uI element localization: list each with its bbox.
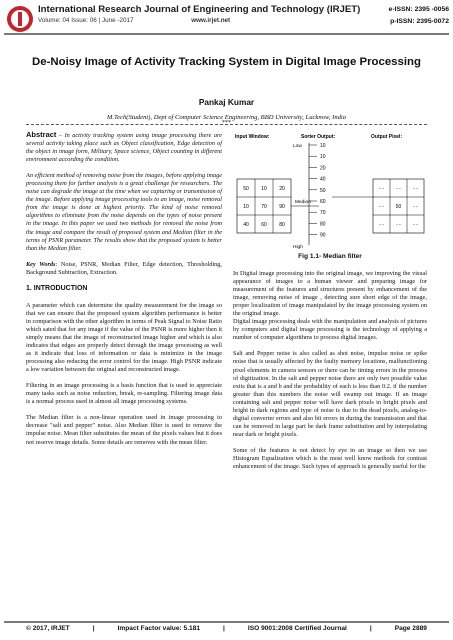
fig-input-cell: 40 — [243, 222, 249, 228]
right-para-2: Digital image processing deals with the manipulation and analysis of pictures by computers and digital image processing is the technology of applying a number of computer algorithms to process digital images. — [233, 318, 427, 342]
abstract-dash: – — [56, 132, 65, 139]
fig-input-cell: 50 — [243, 186, 249, 192]
footer-separator: | — [369, 625, 372, 632]
footer-separator: | — [92, 625, 95, 632]
fig-sorter-value: 20 — [320, 165, 326, 172]
fig-input-cell: 10 — [261, 186, 267, 192]
right-para-3: Salt and Pepper noise is also called as shot noise, impulse noise or spike noise that is usually affected by the faulty memory locations, malfunctioning pixel elements in camera sensors or there can be timing errors in the process of digitization. In the salt and pepper noise there are only two possible value exits that is a and b and the probability of each is less than 0.2. if the number greater than this numbers the noise will swamp out image. If an image containing salt and pepper noise will have dark pixels in bright pixels and bright in dark regions and type of noise is due to the dead pixels, analog-to-digital converter errors and also bit errors in during the transmission and that can be removed in large part be dark frame substitution and by interpolating near dark or bright pixels. — [233, 350, 427, 438]
header-rule — [4, 33, 449, 35]
right-para-1: In Digital image processing into the original image, we improving the visual appearance of images to a human viewer and preparing image for measurement of the features and structures present by enhancement of the image, removing noise of image , detecting sure short edge of the image, proper localization of image manipulated by the image processing system on the original image. — [233, 270, 427, 318]
keywords — [26, 261, 222, 277]
fig-output-grid — [373, 179, 424, 233]
footer-impact-factor: Impact Factor value: 5.181 — [117, 625, 201, 632]
fig-input-cell: 60 — [261, 222, 267, 228]
section-heading-introduction: 1. INTRODUCTION — [26, 284, 88, 292]
fig-output-dots: - - — [379, 222, 384, 228]
fig-input-cell: 90 — [279, 204, 285, 210]
keywords-label: Key Words — [26, 260, 56, 268]
right-para-4: Some of the features is not detect by eye in an image so then we use Histogram Equalization which is the most well know methods for contrast enhancement of the image. Such types of approach is generally useful for the — [233, 446, 427, 471]
footer-copyright: © 2017, IRJET — [26, 625, 70, 632]
fig-input-grid — [237, 179, 291, 233]
fig-sorter-column — [293, 143, 326, 250]
fig-sorter-value: 70 — [320, 210, 326, 217]
right-column — [233, 270, 427, 479]
fig-input-cell: 10 — [243, 204, 249, 210]
website-link[interactable]: www.irjet.net — [191, 17, 231, 24]
fig-sorter-value: 60 — [320, 199, 326, 205]
fig-output-dots: - - — [413, 186, 418, 192]
fig-high-label: High — [293, 245, 303, 250]
fig-output-dots: - - — [379, 204, 384, 210]
footer-page-number: Page 2889 — [394, 625, 427, 632]
fig-sorter-value: 10 — [320, 143, 326, 149]
keywords-text: : Noise, PSNR, Median Filter, Edge detection, Thresholding, Background Subtraction, Extraction. — [26, 260, 222, 276]
e-issn: e-ISSN: 2395 -0056 — [388, 6, 449, 13]
fig-sorter-value: 40 — [320, 176, 326, 183]
footer-iso: ISO 9001:2008 Certified Journal — [247, 625, 347, 632]
fig-sorter-value: 80 — [320, 221, 326, 228]
fig-output-dots: - - — [379, 186, 384, 192]
fig-input-cell: 80 — [279, 222, 285, 228]
page-footer — [26, 625, 427, 632]
abstract-para-1 — [26, 131, 222, 164]
fig-median-label: Median — [295, 200, 311, 205]
fig-sorter-value: 10 — [320, 154, 326, 161]
journal-issue-line — [38, 17, 230, 24]
abstract-para-2: An efficient method of removing noise from the images, before applying image processing them for further analysis is a great challenge for researchers. The noise can degrade the image at the time when we capturing or transmission of the image. Before applying image processing tools to an image, noise removal from the image is done at highest priority. The kind of noise removal algorithms to eliminate from the noise depends on the types of noise present in the image. In this paper we used two methods for removal the noise from the image and compare the result of proposed system and Median filter in the terms of PSNR parameter. The results show that the proposed system is better than the Median filter. — [26, 172, 222, 252]
fig-sorter-label: Sorter Output: — [301, 134, 336, 140]
intro-para-2: Filtering in an image processing is a basis function that is used to appreciate many tasks such as noise reduction, break, re-sampling. Filtering image data is a normal process used in almost all image processing systems. — [26, 382, 222, 406]
title-separator-stars: *** — [222, 120, 231, 126]
abstract-text-1: In activity tracking system using image processing there are several activity taking place such as Object classification, Edge detection of the object in image form, Military, Space science, Object counting in different environment according the condition. — [26, 132, 223, 164]
fig-output-value: 50 — [395, 204, 402, 210]
fig-output-label: Output Pixel: — [371, 134, 403, 140]
fig-output-dots: - - — [413, 204, 418, 210]
volume-line: Volume: 04 Issue: 06 | June -2017 — [38, 17, 134, 24]
fig-output-dots: - - — [413, 222, 418, 228]
left-column — [26, 131, 222, 455]
fig-output-dots: - - — [396, 222, 401, 228]
intro-para-1: A parameter which can determine the quality measurement for the image so that we can ensure that the proposed system algorithm performance is better in comparison with the other algorithm in terms of Peak Signal to Noise Ratio which sated that for any image if the value of the PSNR is more higher then it simply means that the image of reconstructed image higher and which is also indicates that edges are properly detect through the image processing as well as it indicate that loss of information or data is minimize in the image processing also reducing the error control for the image. High PSNR indicate a low variation between the original and reconstructed image. — [26, 301, 222, 374]
fig-output-dots: - - — [396, 186, 401, 192]
figure-caption: Fig 1.1- Median filter — [298, 253, 362, 260]
irjet-logo-icon — [6, 5, 34, 33]
footer-rule — [4, 621, 449, 623]
fig-sorter-value: 50 — [320, 187, 326, 194]
fig-input-label: Input Window: — [235, 134, 270, 140]
intro-para-3: The Median filter is a non-linear operation used in image processing to decrease "salt and pepper" noise. Also Median filter is used to remove the impulse noise. Mean filter substitutes the mean of the pixels values but it does not reserve image details. Some details are removes with the mean filter. — [26, 414, 222, 446]
abstract-label: Abstract — [26, 130, 57, 139]
fig-sorter-value: 90 — [320, 232, 326, 239]
p-issn: p-ISSN: 2395-0072 — [390, 18, 449, 25]
fig-input-cell: 20 — [279, 186, 285, 192]
paper-title: De-Noisy Image of Activity Tracking System in Digital Image Processing — [32, 56, 421, 68]
journal-title: International Research Journal of Engineering and Technology (IRJET) — [38, 4, 361, 15]
median-filter-figure — [233, 131, 427, 251]
fig-low-label: Low — [293, 144, 302, 149]
footer-separator: | — [223, 625, 225, 632]
author-name: Pankaj Kumar — [198, 97, 255, 107]
author-affiliation: M.Tech(Student), Dept of Computer Science Engineering, BBD University, Lucknow, India — [106, 114, 347, 121]
fig-input-cell: 70 — [261, 204, 267, 210]
